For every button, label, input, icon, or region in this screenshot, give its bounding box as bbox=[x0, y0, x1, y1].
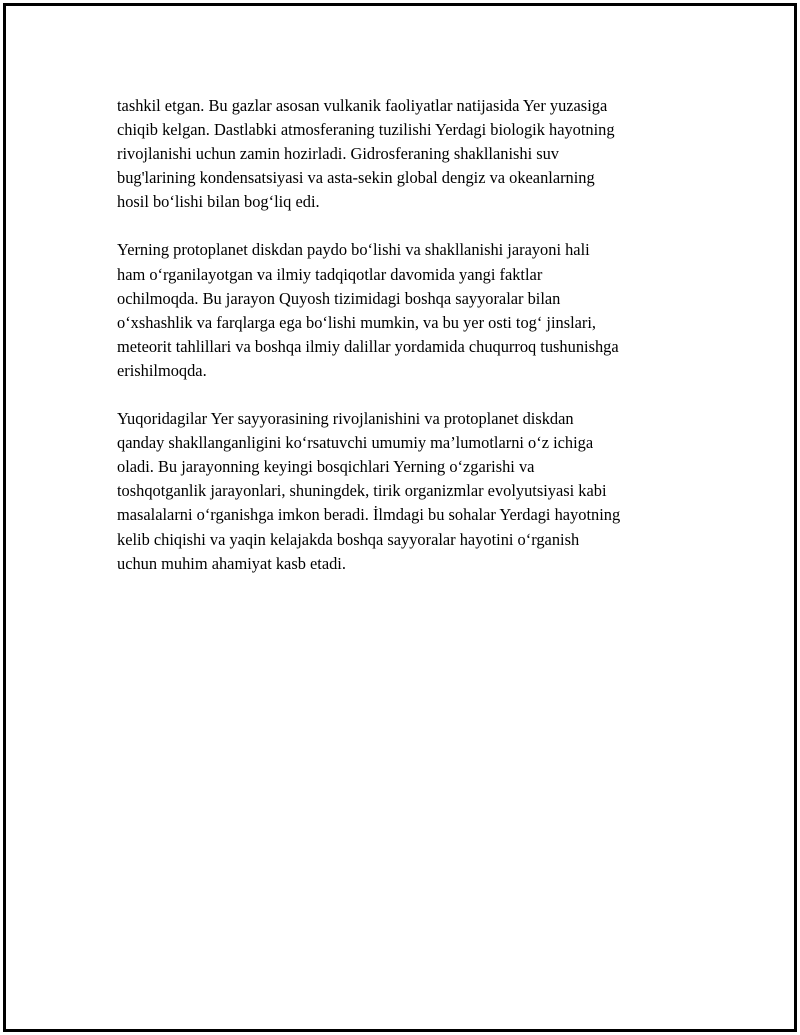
text-line: o‘xshashlik va farqlarga ega bo‘lishi mumkin, va bu yer osti tog‘ jinslari, bbox=[117, 312, 597, 332]
text-line: Yerning protoplanet diskdan paydo bo‘lishi va shakllanishi jarayoni hali bbox=[117, 240, 590, 260]
document-body bbox=[117, 94, 692, 600]
text-line: masalalarni o‘rganishga imkon beradi. İlmdagi bu sohalar Yerdagi hayotning bbox=[117, 505, 621, 525]
text-line: rivojlanishi uchun zamin hozirladi. Gidrosferaning shakllanishi suv bbox=[117, 144, 560, 164]
text-line: uchun muhim ahamiyat kasb etadi. bbox=[117, 553, 346, 573]
paragraph-2 bbox=[117, 238, 692, 383]
text-line: ham o‘rganilayotgan va ilmiy tadqiqotlar davomida yangi faktlar bbox=[117, 264, 543, 284]
text-line: meteorit tahlillari va boshqa ilmiy dalillar yordamida chuqurroq tushunishga bbox=[117, 336, 619, 356]
paragraph-3 bbox=[117, 407, 692, 576]
text-line: chiqib kelgan. Dastlabki atmosferaning tuzilishi Yerdagi biologik hayotning bbox=[117, 120, 615, 140]
text-line: tashkil etgan. Bu gazlar asosan vulkanik faoliyatlar natijasida Yer yuzasiga bbox=[117, 96, 608, 115]
paragraph-1 bbox=[117, 94, 692, 214]
text-line: oladi. Bu jarayonning keyingi bosqichlari Yerning o‘zgarishi va bbox=[117, 457, 535, 477]
text-line: bug'larining kondensatsiyasi va asta-sekin global dengiz va okeanlarning bbox=[117, 168, 595, 188]
text-line: toshqotganlik jarayonlari, shuningdek, tirik organizmlar evolyutsiyasi kabi bbox=[117, 481, 607, 501]
text-line: ochilmoqda. Bu jarayon Quyosh tizimidagi boshqa sayyoralar bilan bbox=[117, 288, 561, 308]
text-line: kelib chiqishi va yaqin kelajakda boshqa sayyoralar hayotini o‘rganish bbox=[117, 529, 580, 549]
text-line: Yuqoridagilar Yer sayyorasining rivojlanishini va protoplanet diskdan bbox=[117, 409, 574, 429]
text-line: erishilmoqda. bbox=[117, 360, 207, 380]
text-line: hosil bo‘lishi bilan bog‘liq edi. bbox=[117, 192, 320, 212]
text-line: qanday shakllanganligini ko‘rsatuvchi umumiy ma’lumotlarni o‘z ichiga bbox=[117, 433, 594, 453]
